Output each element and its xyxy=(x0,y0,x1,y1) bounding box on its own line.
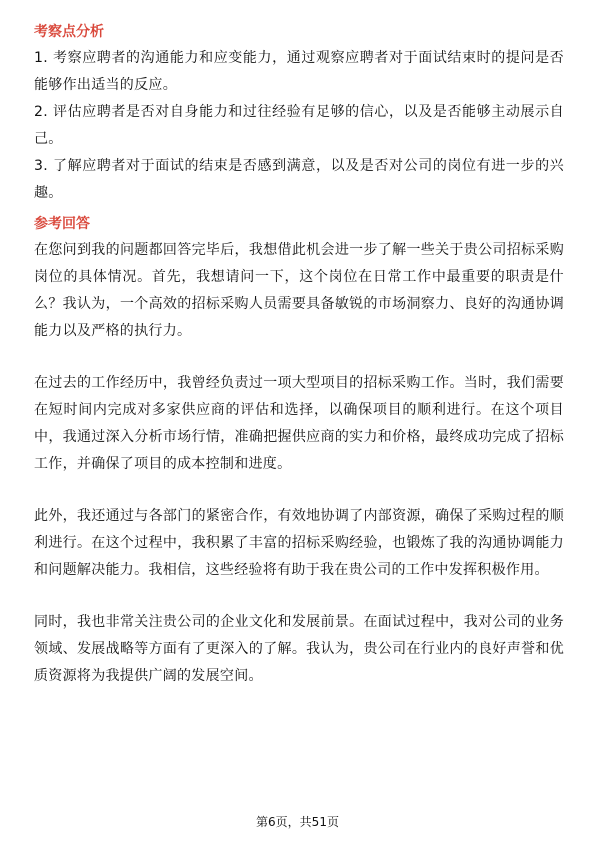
section-title-analysis: 考察点分析 xyxy=(34,24,104,40)
analysis-item-3: 3. 了解应聘者对于面试的结束是否感到满意，以及是否对公司的岗位有进一步的兴趣。 xyxy=(34,158,564,201)
document-page xyxy=(34,22,564,690)
analysis-item-1: 1. 考察应聘者的沟通能力和应变能力，通过观察应聘者对于面试结束时的提问是否能够作出适当的反应。 xyxy=(34,50,564,93)
answer-paragraph-3: 此外，我还通过与各部门的紧密合作，有效地协调了内部资源，确保了采购过程的顺利进行。在这个过程中，我积累了丰富的招标采购经验，也锻炼了我的沟通协调能力和问题解决能力。我相信，这些经验将有助于我在贵公司的工作中发挥积极作用。 xyxy=(34,508,564,578)
answer-paragraph-2: 在过去的工作经历中，我曾经负责过一项大型项目的招标采购工作。当时，我们需要在短时间内完成对多家供应商的评估和选择，以确保项目的顺利进行。在这个项目中，我通过深入分析市场行情，准确把握供应商的实力和价格，最终成功完成了招标工作，并确保了项目的成本控制和进度。 xyxy=(34,375,564,472)
analysis-item-2: 2. 评估应聘者是否对自身能力和过往经验有足够的信心，以及是否能够主动展示自己。 xyxy=(34,104,564,147)
page-number-footer: 第6页，共51页 xyxy=(256,815,339,829)
answer-paragraph-4: 同时，我也非常关注贵公司的企业文化和发展前景。在面试过程中，我对公司的业务领域、发展战略等方面有了更深入的了解。我认为，贵公司在行业内的良好声誉和优质资源将为我提供广阔的发展空间。 xyxy=(34,614,564,684)
section-title-answer: 参考回答 xyxy=(34,216,90,232)
answer-paragraph-1: 在您问到我的问题都回答完毕后，我想借此机会进一步了解一些关于贵公司招标采购岗位的具体情况。首先，我想请问一下，这个岗位在日常工作中最重要的职责是什么？我认为，一个高效的招标采购人员需要具备敏锐的市场洞察力、良好的沟通协调能力以及严格的执行力。 xyxy=(34,242,564,339)
